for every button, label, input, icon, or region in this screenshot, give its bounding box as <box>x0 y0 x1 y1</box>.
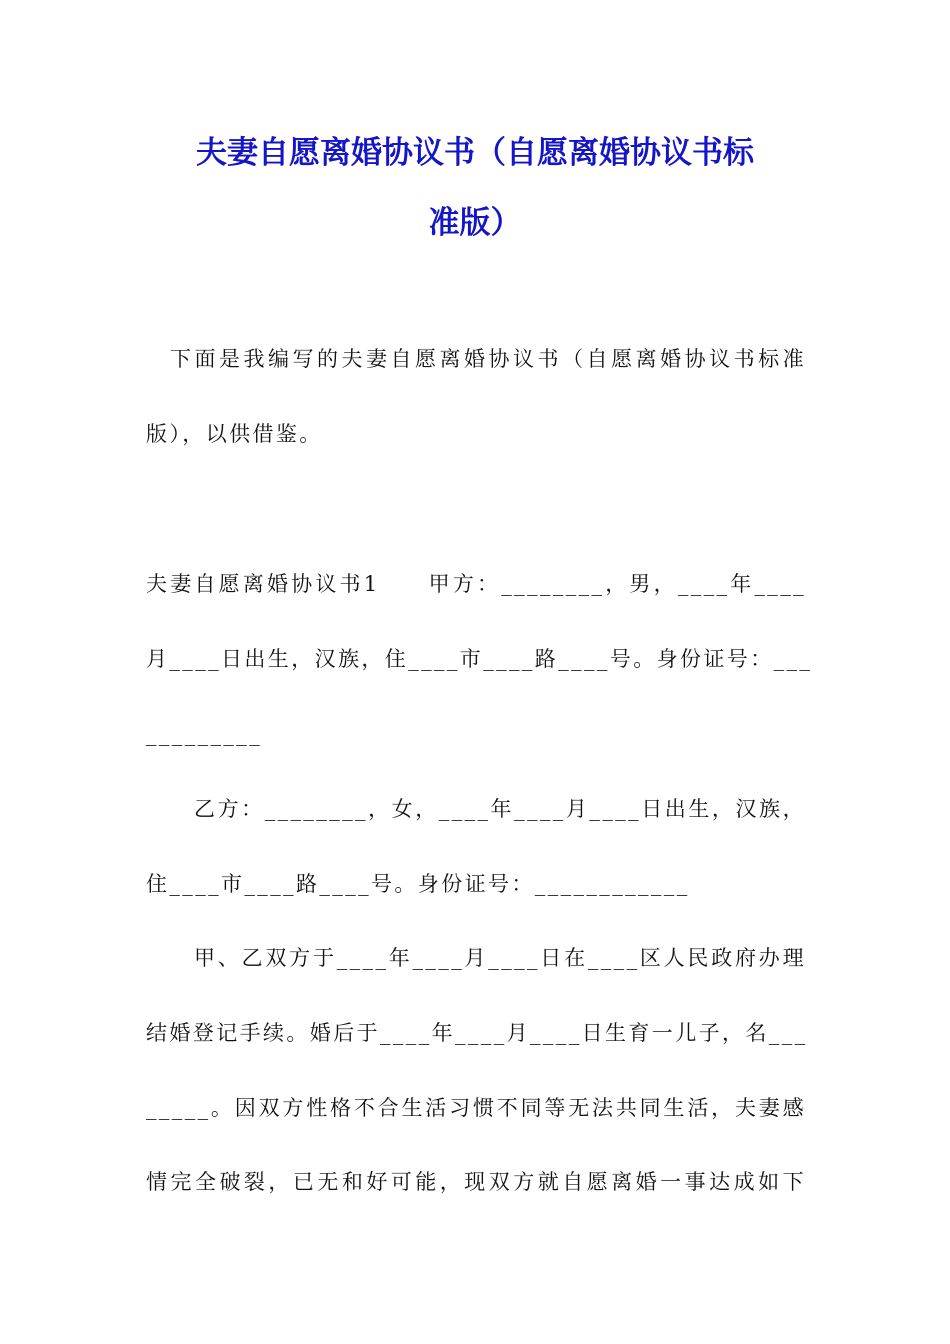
intro-paragraph-line-2: 版），以供借鉴。 <box>146 422 323 446</box>
party-a-line-3: _________ <box>146 722 263 746</box>
document-title-line-2: 准版） <box>428 205 522 241</box>
intro-paragraph-line-1: 下面是我编写的夫妻自愿离婚协议书（自愿离婚协议书标准 <box>170 347 806 371</box>
marriage-paragraph-line-4: 情完全破裂，已无和好可能，现双方就自愿离婚一事达成如下 <box>146 1170 806 1194</box>
marriage-paragraph-line-3: _____。因双方性格不合生活习惯不同等无法共同生活，夫妻感 <box>146 1096 806 1120</box>
party-a-line-2: 月____日出生，汉族，住____市____路____号。身份证号：___ <box>146 647 813 671</box>
party-b-line-2: 住____市____路____号。身份证号：____________ <box>146 872 690 896</box>
party-a-line-1: 夫妻自愿离婚协议书1 甲方：________，男，____年____ <box>146 572 806 596</box>
marriage-paragraph-line-2: 结婚登记手续。婚后于____年____月____日生育一儿子，名___ <box>146 1021 808 1045</box>
marriage-paragraph-line-1: 甲、乙双方于____年____月____日在____区人民政府办理 <box>194 946 806 970</box>
document-title-line-1: 夫妻自愿离婚协议书（自愿离婚协议书标 <box>196 135 754 171</box>
party-b-line-1: 乙方：________，女，____年____月____日出生，汉族， <box>194 797 806 821</box>
